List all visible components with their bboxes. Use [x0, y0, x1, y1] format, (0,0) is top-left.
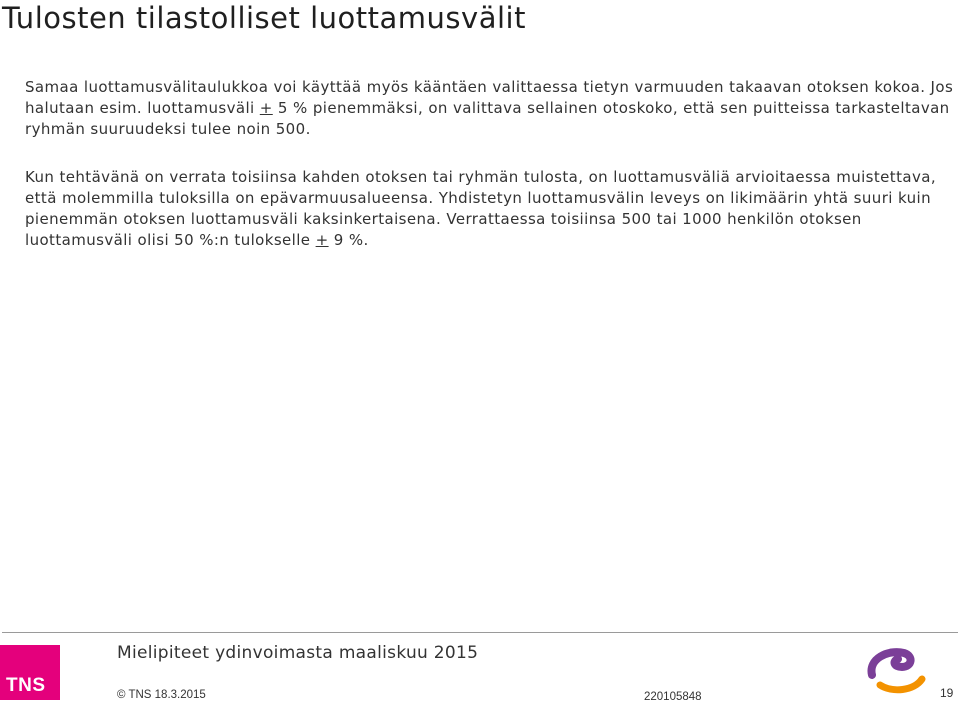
- paragraph-comparison: [25, 167, 955, 251]
- footer-title: Mielipiteet ydinvoimasta maaliskuu 2015: [117, 643, 479, 663]
- plus-minus-sign: +: [315, 231, 329, 249]
- tns-logo-text: TNS: [6, 675, 46, 696]
- tns-logo: [0, 645, 60, 700]
- swirl-purple-arc: [871, 652, 910, 675]
- client-swirl-logo: [862, 645, 932, 695]
- swirl-orange-arc: [880, 679, 922, 690]
- paragraph-text: Samaa luottamusvälitaulukkoa voi käyttää myös kääntäen valittaessa tietyn varmuuden takaavan otoksen kokoa. Jos halutaan esim. luottamusväli: [25, 78, 954, 117]
- footer-copyright: © TNS 18.3.2015: [117, 689, 206, 701]
- footer-code: 220105848: [644, 691, 702, 703]
- footer-divider: [2, 632, 958, 633]
- paragraph-sample-size: [25, 77, 955, 140]
- page-number: 19: [940, 686, 954, 700]
- paragraph-text: 5 % pienemmäksi, on valittava sellainen otoskoko, että sen puitteissa tarkasteltavan ryhmän suuruudeksi tulee noin 500.: [25, 99, 950, 138]
- paragraph-text: 9 %.: [328, 231, 369, 249]
- plus-minus-sign: +: [259, 99, 273, 117]
- paragraph-text: Kun tehtävänä on verrata toisiinsa kahden otoksen tai ryhmän tulosta, on luottamusväliä arvioitaessa muistettava, että molemmilla tuloksilla on epävarmuusalueensa. Yhdistetyn luottamusvälin leveys on likimäärin yhtä suuri kuin pienemmän otoksen luottamusväli kaksinkertaisena. Verrattaessa toisiinsa 500 tai 1000 henkilön otoksen luottamusväli olisi 50 %:n tulokselle: [25, 168, 936, 249]
- page-title: Tulosten tilastolliset luottamusvälit: [2, 1, 526, 35]
